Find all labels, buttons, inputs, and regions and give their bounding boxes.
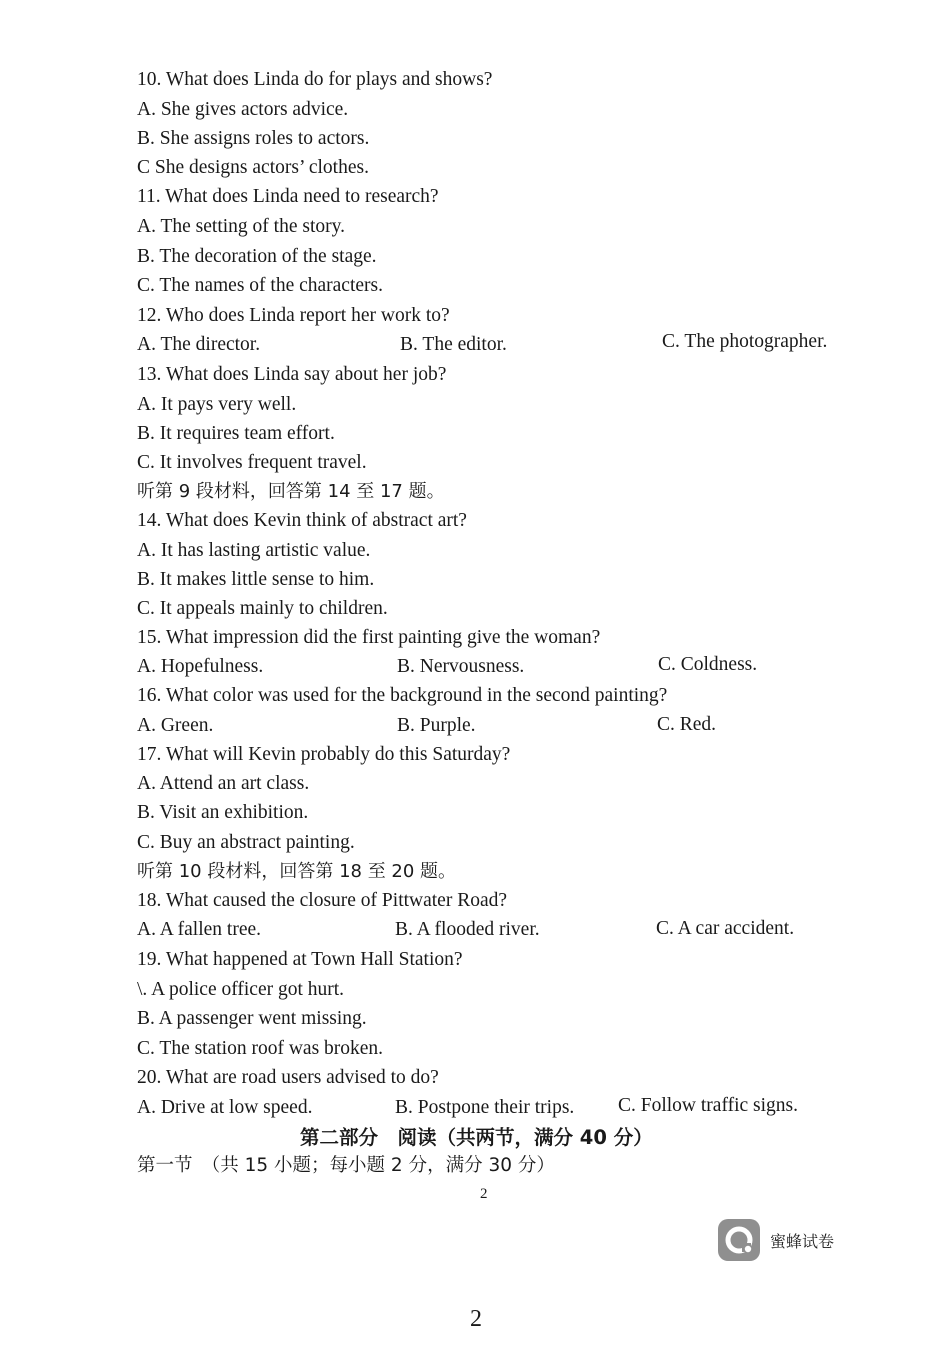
q16-option-a: A. Green. [137, 715, 214, 736]
part2-section1-subtitle: 第一节 （共 15 小题；每小题 2 分，满分 30 分） [137, 1155, 555, 1176]
q11-stem: 11. What does Linda need to research? [137, 186, 439, 207]
q18-options [137, 918, 857, 942]
q15-option-c: C. Coldness. [658, 654, 758, 675]
q20-option-b: B. Postpone their trips. [395, 1097, 575, 1118]
q13-option-a: A. It pays very well. [137, 394, 297, 415]
q13-option-b: B. It requires team effort. [137, 423, 335, 444]
q17-option-a: A. Attend an art class. [137, 773, 310, 794]
instruction-section-9: 听第 9 段材料，回答第 14 至 17 题。 [137, 481, 445, 502]
q16-option-b: B. Purple. [397, 715, 476, 736]
q14-option-a: A. It has lasting artistic value. [137, 540, 371, 561]
q20-options [137, 1096, 857, 1120]
q15-option-b: B. Nervousness. [397, 656, 525, 677]
q19-stem: 19. What happened at Town Hall Station? [137, 949, 463, 970]
part2-title: 第二部分 阅读（共两节，满分 40 分） [300, 1126, 653, 1149]
q12-option-b: B. The editor. [400, 334, 507, 355]
q17-option-b: B. Visit an exhibition. [137, 802, 309, 823]
q20-stem: 20. What are road users advised to do? [137, 1067, 439, 1088]
q10-stem: 10. What does Linda do for plays and shows? [137, 69, 493, 90]
q15-stem: 15. What impression did the first painting give the woman? [137, 627, 601, 648]
page-number-large: 2 [470, 1306, 482, 1332]
q17-option-c: C. Buy an abstract painting. [137, 832, 355, 853]
q13-option-c: C. It involves frequent travel. [137, 452, 367, 473]
q15-options [137, 655, 857, 679]
q15-option-a: A. Hopefulness. [137, 656, 264, 677]
q18-option-a: A. A fallen tree. [137, 919, 261, 940]
watermark-logo [718, 1219, 842, 1261]
q18-option-b: B. A flooded river. [395, 919, 540, 940]
q16-stem: 16. What color was used for the background in the second painting? [137, 685, 668, 706]
q16-options [137, 714, 857, 738]
q12-options [137, 333, 857, 357]
q12-stem: 12. Who does Linda report her work to? [137, 305, 450, 326]
q10-option-b: B. She assigns roles to actors. [137, 128, 370, 149]
q11-option-a: A. The setting of the story. [137, 216, 345, 237]
q10-option-a: A. She gives actors advice. [137, 99, 349, 120]
q11-option-b: B. The decoration of the stage. [137, 246, 377, 267]
q18-option-c: C. A car accident. [656, 918, 795, 939]
q14-option-c: C. It appeals mainly to children. [137, 598, 388, 619]
bee-logo-icon [718, 1219, 760, 1261]
q12-option-c: C. The photographer. [662, 331, 828, 352]
q19-option-a: \. A police officer got hurt. [137, 979, 345, 1000]
q14-option-b: B. It makes little sense to him. [137, 569, 375, 590]
instruction-section-10: 听第 10 段材料，回答第 18 至 20 题。 [137, 861, 457, 882]
q12-option-a: A. The director. [137, 334, 261, 355]
page-number-small: 2 [480, 1186, 488, 1202]
q11-option-c: C. The names of the characters. [137, 275, 383, 296]
q20-option-c: C. Follow traffic signs. [618, 1095, 799, 1116]
logo-text: 蜜蜂试卷 [770, 1232, 835, 1251]
q19-option-b: B. A passenger went missing. [137, 1008, 367, 1029]
q16-option-c: C. Red. [657, 714, 717, 735]
q10-option-c: C She designs actors’ clothes. [137, 157, 369, 178]
q14-stem: 14. What does Kevin think of abstract art? [137, 510, 467, 531]
q13-stem: 13. What does Linda say about her job? [137, 364, 447, 385]
q17-stem: 17. What will Kevin probably do this Saturday? [137, 744, 511, 765]
q19-option-c: C. The station roof was broken. [137, 1038, 384, 1059]
q18-stem: 18. What caused the closure of Pittwater Road? [137, 890, 508, 911]
q20-option-a: A. Drive at low speed. [137, 1097, 313, 1118]
